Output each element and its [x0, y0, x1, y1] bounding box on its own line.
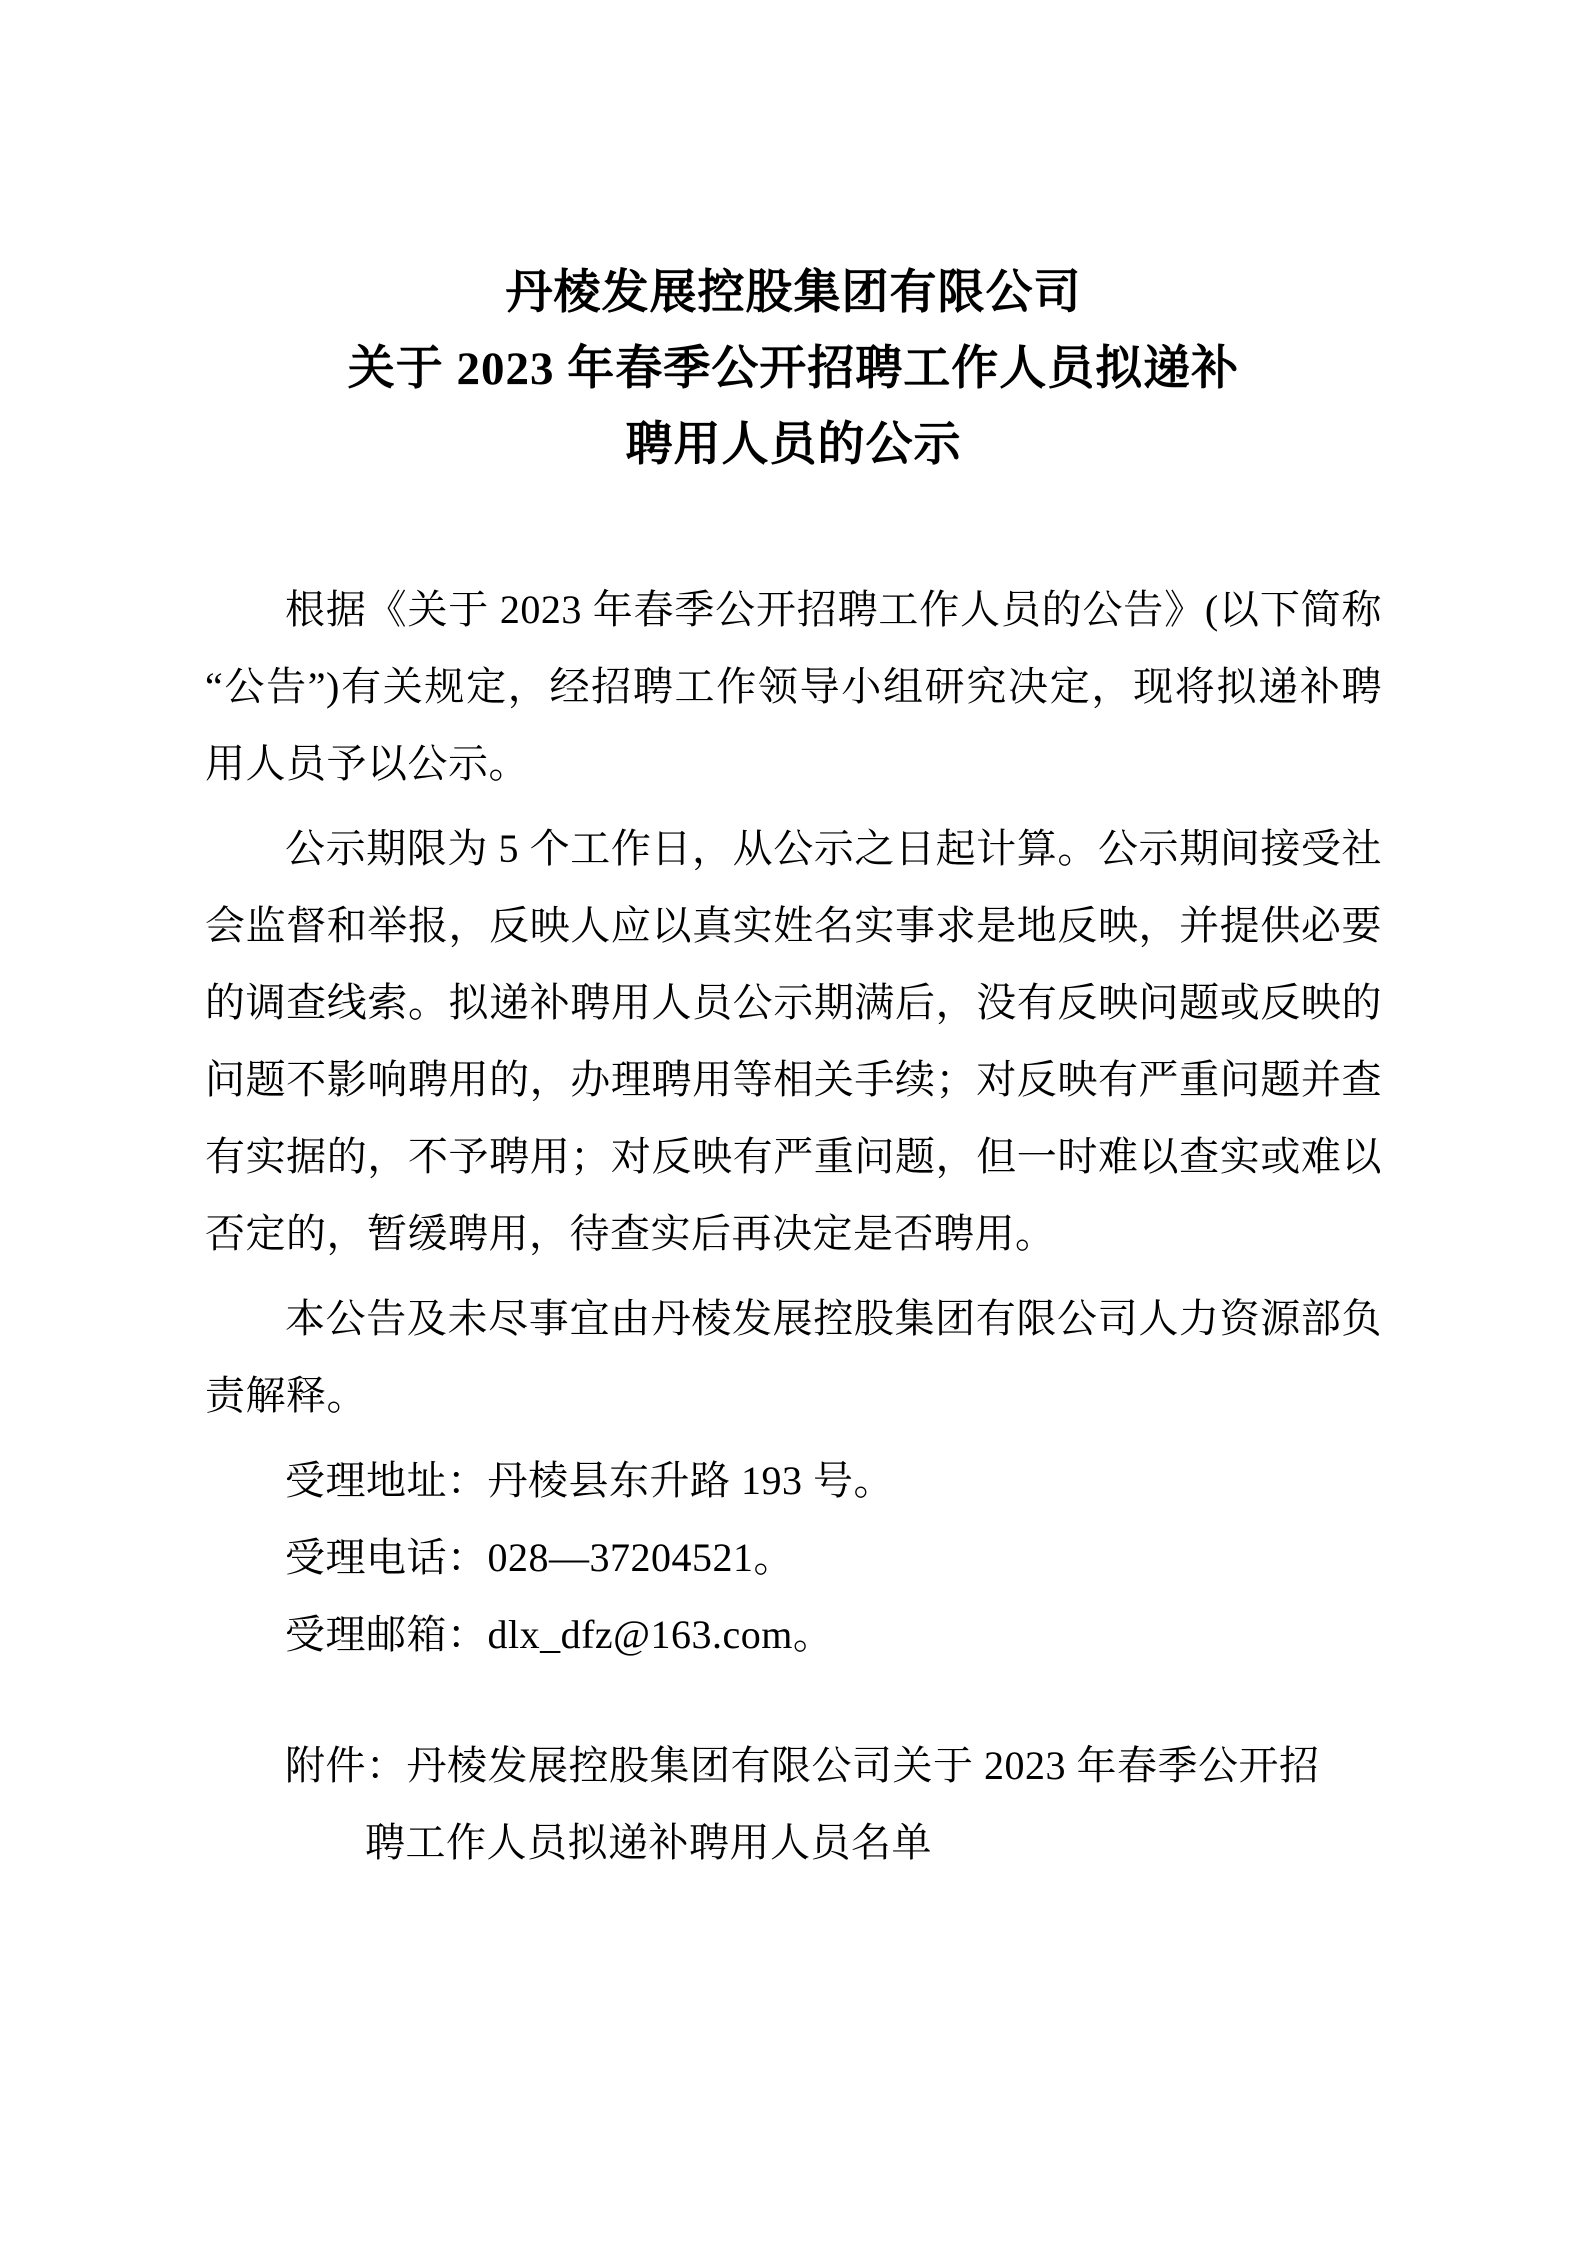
contact-email: 受理邮箱：dlx_dfz@163.com。 — [285, 1612, 834, 1657]
paragraph-basis: 根据《关于 2023 年春季公开招聘工作人员的公告》(以下简称“公告”)有关规定，经招聘工作领导小组研究决定，现将拟递补聘用人员予以公示。 — [205, 587, 1382, 786]
spacer — [205, 1434, 1382, 1442]
contact-address: 受理地址：丹棱县东升路 193 号。 — [285, 1458, 894, 1503]
paragraph-interpretation: 本公告及未尽事宜由丹棱发展控股集团有限公司人力资源部负责解释。 — [205, 1296, 1382, 1418]
contact-phone: 受理电话：028—37204521。 — [285, 1535, 794, 1580]
attachment-line-1: 附件：丹棱发展控股集团有限公司关于 2023 年春季公开招 — [285, 1743, 1320, 1788]
page-title — [205, 255, 1382, 483]
title-line-2: 关于 2023 年春季公开招聘工作人员拟递补 — [347, 343, 1240, 395]
document-body — [205, 571, 1382, 1881]
title-line-1: 丹棱发展控股集团有限公司 — [505, 267, 1082, 319]
spacer — [205, 1272, 1382, 1280]
spacer — [205, 802, 1382, 810]
spacer — [205, 1673, 1382, 1727]
paragraph-publicity-period: 公示期限为 5 个工作日，从公示之日起计算。公示期间接受社会监督和举报，反映人应以真实姓名实事求是地反映，并提供必要的调查线索。拟递补聘用人员公示期满后，没有反映问题或反映的问题不影响聘用的，办理聘用等相关手续；对反映有严重问题并查有实据的，不予聘用；对反映有严重问题，但一时难以查实或难以否定的，暂缓聘用，待查实后再决定是否聘用。 — [205, 826, 1382, 1256]
attachment-line-2: 聘工作人员拟递补聘用人员名单 — [365, 1820, 932, 1865]
title-line-3: 聘用人员的公示 — [625, 419, 962, 471]
attachment-note — [205, 1727, 1382, 1881]
